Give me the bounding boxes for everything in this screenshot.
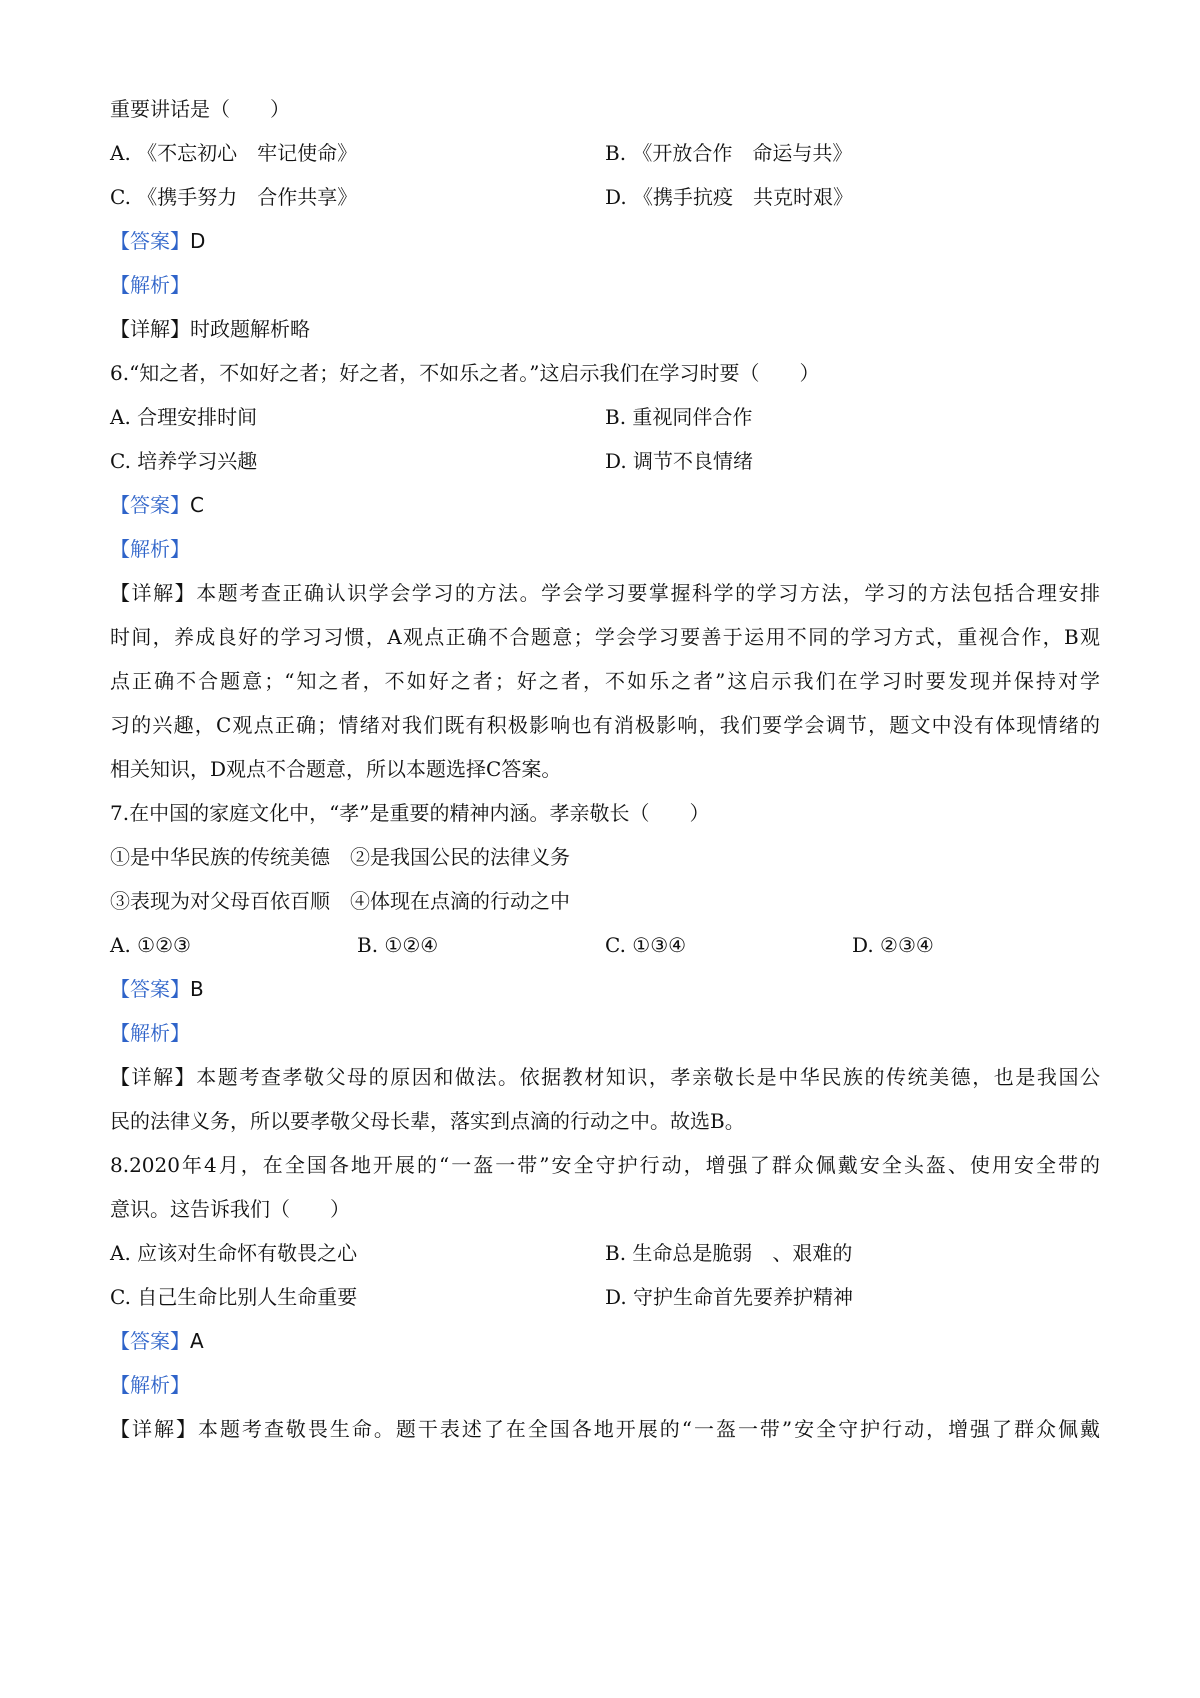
q5-analysis-tag: 【解析】 [110, 273, 190, 297]
q5-detail [110, 316, 310, 342]
detail-tag: 【详解】 [110, 1417, 198, 1441]
q7-item-line-1: ①是中华民族的传统美德 ②是我国公民的法律义务 [110, 845, 570, 869]
q8-stem-line-1: 8.2020年4月，在全国各地开展的“一盔一带”安全守护行动，增强了群众佩戴安全头盔、使用安全带的 [110, 1153, 1100, 1177]
q6-detail-line-2: 时间，养成良好的学习习惯，A观点正确不合题意；学会学习要善于运用不同的学习方式，重视合作，B观 [110, 625, 1100, 649]
q5-option-b: B. 《开放合作 命运与共》 [605, 141, 853, 165]
q6-detail-line-4: 习的兴趣，C观点正确；情绪对我们既有积极影响也有消极影响，我们要学会调节，题文中没有体现情绪的 [110, 713, 1100, 737]
answer-tag: 【答案】 [110, 1329, 190, 1353]
q6-answer [110, 492, 204, 518]
q6-stem: 6.“知之者，不如好之者；好之者，不如乐之者。”这启示我们在学习时要（ ） [110, 361, 820, 385]
q5-option-d: D. 《携手抗疫 共克时艰》 [605, 185, 854, 209]
detail-tag: 【详解】 [110, 1065, 197, 1089]
detail-text: 本题考查敬畏生命。题干表述了在全国各地开展的“一盔一带”安全守护行动，增强了群众佩戴 [197, 1417, 1101, 1441]
detail-text: 时政题解析略 [190, 317, 310, 341]
answer-value: A [190, 1329, 204, 1353]
q8-answer [110, 1328, 204, 1354]
q6-detail-line-5: 相关知识，D观点不合题意，所以本题选择C答案。 [110, 757, 562, 781]
answer-tag: 【答案】 [110, 977, 190, 1001]
q6-option-a: A. 合理安排时间 [110, 405, 258, 429]
q7-option-d: D. ②③④ [852, 933, 934, 957]
detail-text: 本题考查孝敬父母的原因和做法。依据教材知识，孝亲敬长是中华民族的传统美德，也是我国公 [196, 1065, 1101, 1089]
q6-analysis-tag: 【解析】 [110, 537, 190, 561]
detail-tag: 【详解】 [110, 581, 197, 605]
q7-option-b: B. ①②④ [357, 933, 439, 957]
q7-analysis-tag: 【解析】 [110, 1021, 190, 1045]
q5-answer [110, 228, 205, 254]
answer-tag: 【答案】 [110, 229, 190, 253]
q6-option-b: B. 重视同伴合作 [605, 405, 753, 429]
q8-option-a: A. 应该对生命怀有敬畏之心 [110, 1241, 358, 1265]
q7-detail-line-2: 民的法律义务，所以要孝敬父母长辈，落实到点滴的行动之中。故选B。 [110, 1109, 745, 1133]
q7-item-line-2: ③表现为对父母百依百顺 ④体现在点滴的行动之中 [110, 889, 570, 913]
q5-option-c: C. 《携手努力 合作共享》 [110, 185, 358, 209]
q7-option-c: C. ①③④ [605, 933, 687, 957]
q8-detail-line-1 [110, 1416, 1100, 1442]
answer-tag: 【答案】 [110, 493, 190, 517]
q8-option-c: C. 自己生命比别人生命重要 [110, 1285, 358, 1309]
answer-value: C [190, 493, 204, 517]
q7-stem: 7.在中国的家庭文化中，“孝”是重要的精神内涵。孝亲敬长（ ） [110, 801, 710, 825]
answer-value: B [190, 977, 204, 1001]
answer-value: D [190, 229, 206, 253]
q8-analysis-tag: 【解析】 [110, 1373, 190, 1397]
q8-stem-line-2: 意识。这告诉我们（ ） [110, 1197, 350, 1221]
q6-detail-line-1 [110, 580, 1100, 606]
q6-option-c: C. 培养学习兴趣 [110, 449, 258, 473]
q5-stem: 重要讲话是（ ） [110, 97, 290, 121]
q6-option-d: D. 调节不良情绪 [605, 449, 754, 473]
q7-option-a: A. ①②③ [110, 933, 191, 957]
q5-option-a: A. 《不忘初心 牢记使命》 [110, 141, 358, 165]
detail-tag: 【详解】 [110, 317, 190, 341]
detail-text: 本题考查正确认识学会学习的方法。学会学习要掌握科学的学习方法，学习的方法包括合理安排 [196, 581, 1101, 605]
q8-option-d: D. 守护生命首先要养护精神 [605, 1285, 854, 1309]
q7-detail-line-1 [110, 1064, 1100, 1090]
q7-answer [110, 976, 204, 1002]
q6-detail-line-3: 点正确不合题意；“知之者，不如好之者；好之者，不如乐之者”这启示我们在学习时要发现并保持对学 [110, 669, 1100, 693]
q8-option-b: B. 生命总是脆弱 、艰难的 [605, 1241, 853, 1265]
